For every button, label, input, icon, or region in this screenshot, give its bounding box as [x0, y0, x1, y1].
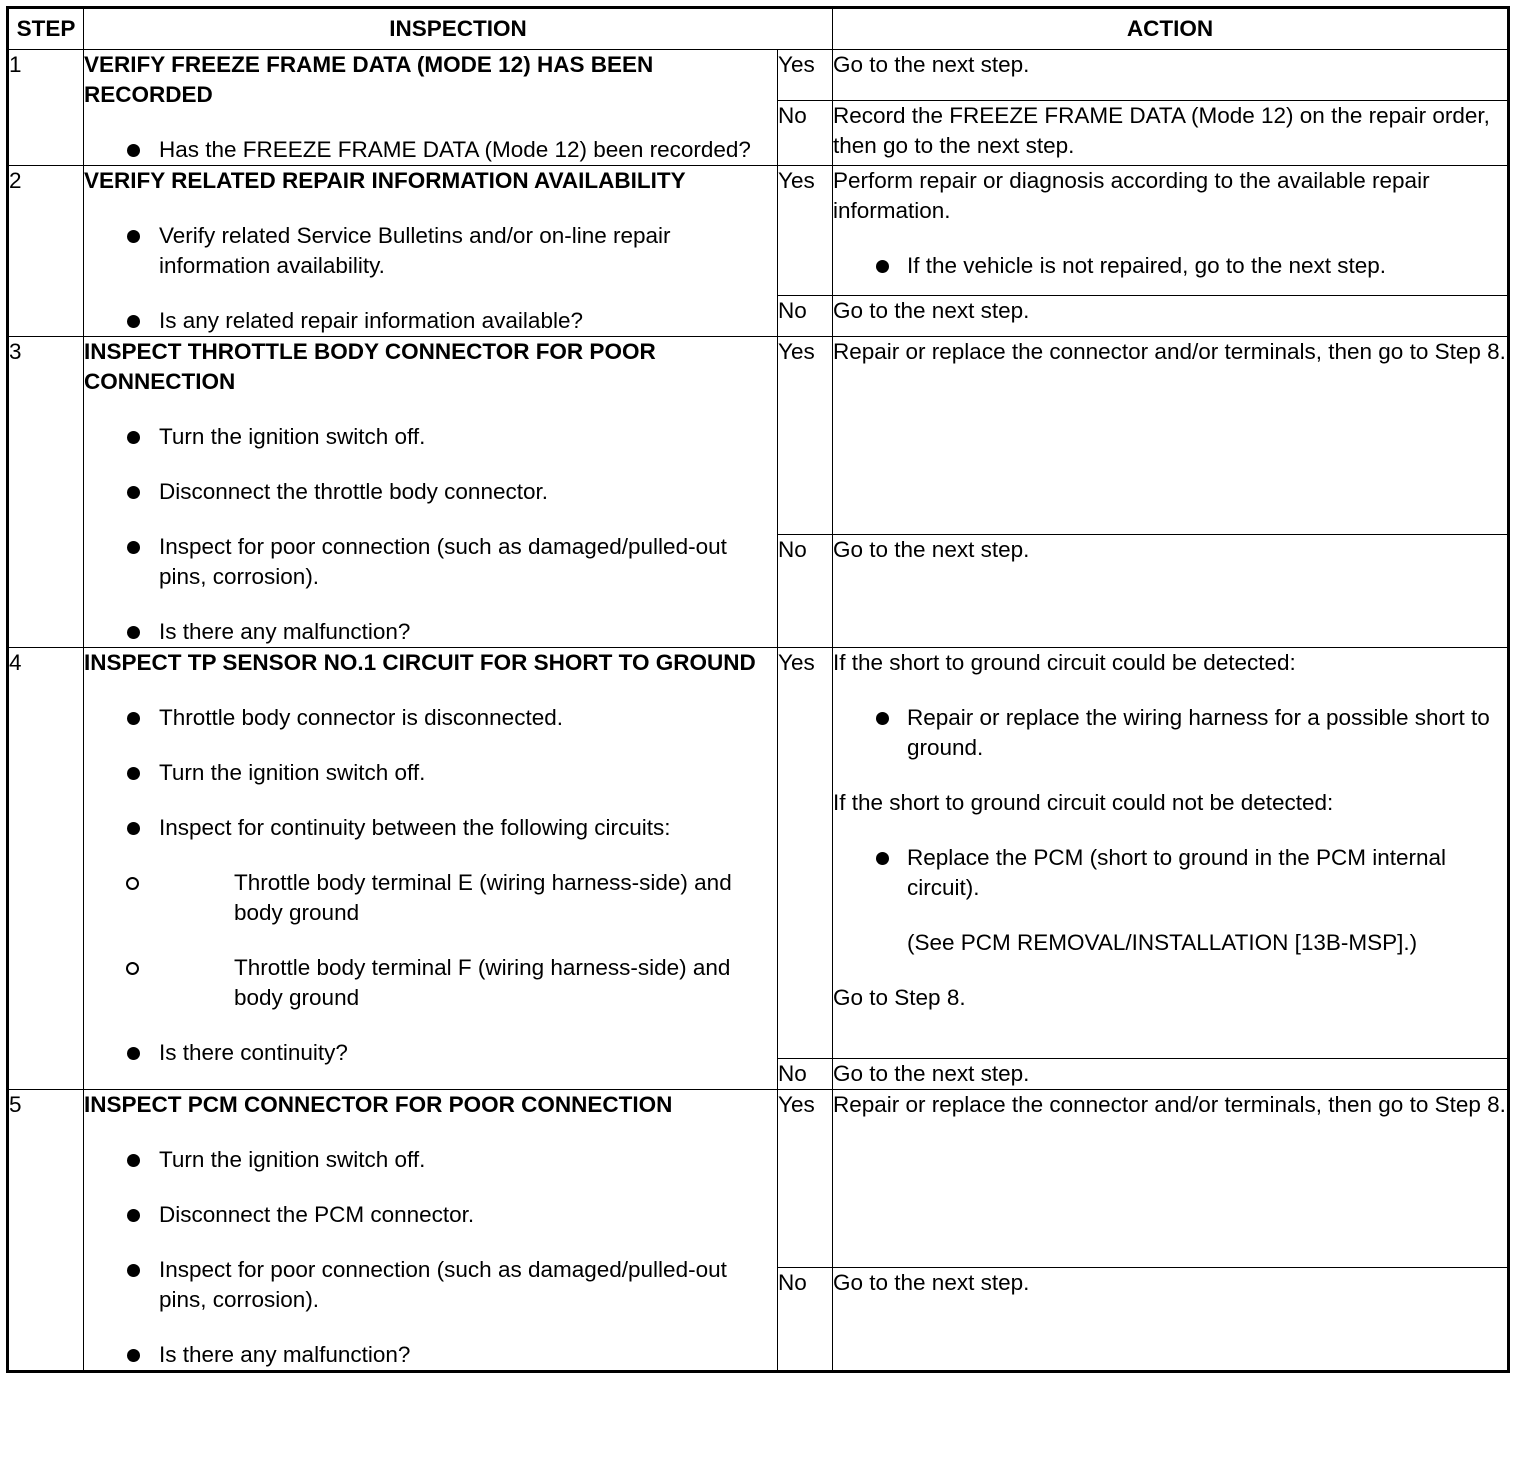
step-number: 5 — [8, 1090, 84, 1372]
inspection-list — [84, 135, 777, 165]
inspection-item: Disconnect the throttle body connector. — [84, 477, 777, 507]
inspection-item: Inspect for poor connection (such as damaged/pulled-out pins, corrosion). — [84, 1255, 777, 1315]
step-4-yes-row — [8, 648, 1509, 1059]
no-action: Go to the next step. — [833, 1059, 1509, 1090]
step-title: INSPECT THROTTLE BODY CONNECTOR FOR POOR CONNECTION — [84, 339, 656, 394]
step-1-yes-row — [8, 50, 1509, 101]
step-title: VERIFY RELATED REPAIR INFORMATION AVAILABILITY — [84, 168, 686, 193]
inspection-item: Throttle body connector is disconnected. — [84, 703, 777, 733]
inspection-item: Is there continuity? — [84, 1038, 777, 1068]
inspection-item — [84, 813, 777, 1013]
goto-text: Go to Step 8. — [833, 985, 966, 1010]
circuit-list — [84, 868, 777, 1013]
step-2-yes-row — [8, 166, 1509, 296]
inspection-item: Verify related Service Bulletins and/or on-line repair information availability. — [84, 221, 777, 281]
no-action: Go to the next step. — [833, 1268, 1509, 1372]
no-label: No — [778, 1059, 833, 1090]
no-action: Go to the next step. — [833, 535, 1509, 648]
reference-text: (See PCM REMOVAL/INSTALLATION [13B-MSP].) — [907, 930, 1418, 955]
inspection-item: Is any related repair information available? — [84, 306, 777, 336]
no-label: No — [778, 535, 833, 648]
yes-label: Yes — [778, 648, 833, 1059]
inspection-column-header: INSPECTION — [84, 8, 833, 50]
action-list — [833, 703, 1507, 763]
step-column-header: STEP — [8, 8, 84, 50]
yes-action — [833, 648, 1509, 1059]
yes-action: Repair or replace the connector and/or terminals, then go to Step 8. — [833, 1090, 1509, 1268]
inspection-cell — [84, 166, 778, 337]
action-list — [833, 843, 1507, 903]
inspection-list — [84, 422, 777, 647]
inspection-list — [84, 221, 777, 336]
diagnostic-procedure-table — [6, 6, 1510, 1373]
inspection-item: Has the FREEZE FRAME DATA (Mode 12) been recorded? — [84, 135, 777, 165]
inspection-item: Turn the ignition switch off. — [84, 758, 777, 788]
inspection-item: Turn the ignition switch off. — [84, 422, 777, 452]
action-list — [833, 251, 1507, 281]
detected-text: If the short to ground circuit could be detected: — [833, 650, 1296, 675]
inspection-item-text: Inspect for continuity between the following circuits: — [159, 815, 671, 840]
yes-label: Yes — [778, 166, 833, 296]
no-action: Go to the next step. — [833, 296, 1509, 337]
inspection-item: Is there any malfunction? — [84, 1340, 777, 1370]
inspection-cell — [84, 648, 778, 1090]
step-number: 2 — [8, 166, 84, 337]
no-label: No — [778, 101, 833, 166]
step-5-yes-row — [8, 1090, 1509, 1268]
inspection-item: Inspect for poor connection (such as damaged/pulled-out pins, corrosion). — [84, 532, 777, 592]
action-item: If the vehicle is not repaired, go to the next step. — [833, 251, 1507, 281]
circuit-item: Throttle body terminal F (wiring harness-side) and body ground — [84, 953, 777, 1013]
circuit-item: Throttle body terminal E (wiring harness-side) and body ground — [84, 868, 777, 928]
step-number: 3 — [8, 337, 84, 648]
action-column-header: ACTION — [833, 8, 1509, 50]
inspection-item: Is there any malfunction? — [84, 617, 777, 647]
inspection-item: Turn the ignition switch off. — [84, 1145, 777, 1175]
step-title: VERIFY FREEZE FRAME DATA (MODE 12) HAS BEEN RECORDED — [84, 52, 654, 107]
step-number: 1 — [8, 50, 84, 166]
action-item: Repair or replace the wiring harness for a possible short to ground. — [833, 703, 1507, 763]
step-3-yes-row — [8, 337, 1509, 535]
action-item: Replace the PCM (short to ground in the PCM internal circuit). — [833, 843, 1507, 903]
yes-action: Go to the next step. — [833, 50, 1509, 101]
inspection-cell — [84, 1090, 778, 1372]
step-title: INSPECT TP SENSOR NO.1 CIRCUIT FOR SHORT TO GROUND — [84, 650, 756, 675]
not-detected-text: If the short to ground circuit could not be detected: — [833, 790, 1334, 815]
no-label: No — [778, 296, 833, 337]
no-label: No — [778, 1268, 833, 1372]
yes-action-text: Perform repair or diagnosis according to the available repair information. — [833, 168, 1430, 223]
yes-action — [833, 166, 1509, 296]
header-row — [8, 8, 1509, 50]
step-number: 4 — [8, 648, 84, 1090]
inspection-cell — [84, 50, 778, 166]
yes-label: Yes — [778, 337, 833, 535]
inspection-list — [84, 1145, 777, 1370]
inspection-cell — [84, 337, 778, 648]
inspection-list — [84, 703, 777, 1068]
yes-label: Yes — [778, 1090, 833, 1268]
inspection-item: Disconnect the PCM connector. — [84, 1200, 777, 1230]
step-title: INSPECT PCM CONNECTOR FOR POOR CONNECTION — [84, 1092, 673, 1117]
no-action: Record the FREEZE FRAME DATA (Mode 12) on the repair order, then go to the next step. — [833, 101, 1509, 166]
yes-label: Yes — [778, 50, 833, 101]
yes-action: Repair or replace the connector and/or terminals, then go to Step 8. — [833, 337, 1509, 535]
